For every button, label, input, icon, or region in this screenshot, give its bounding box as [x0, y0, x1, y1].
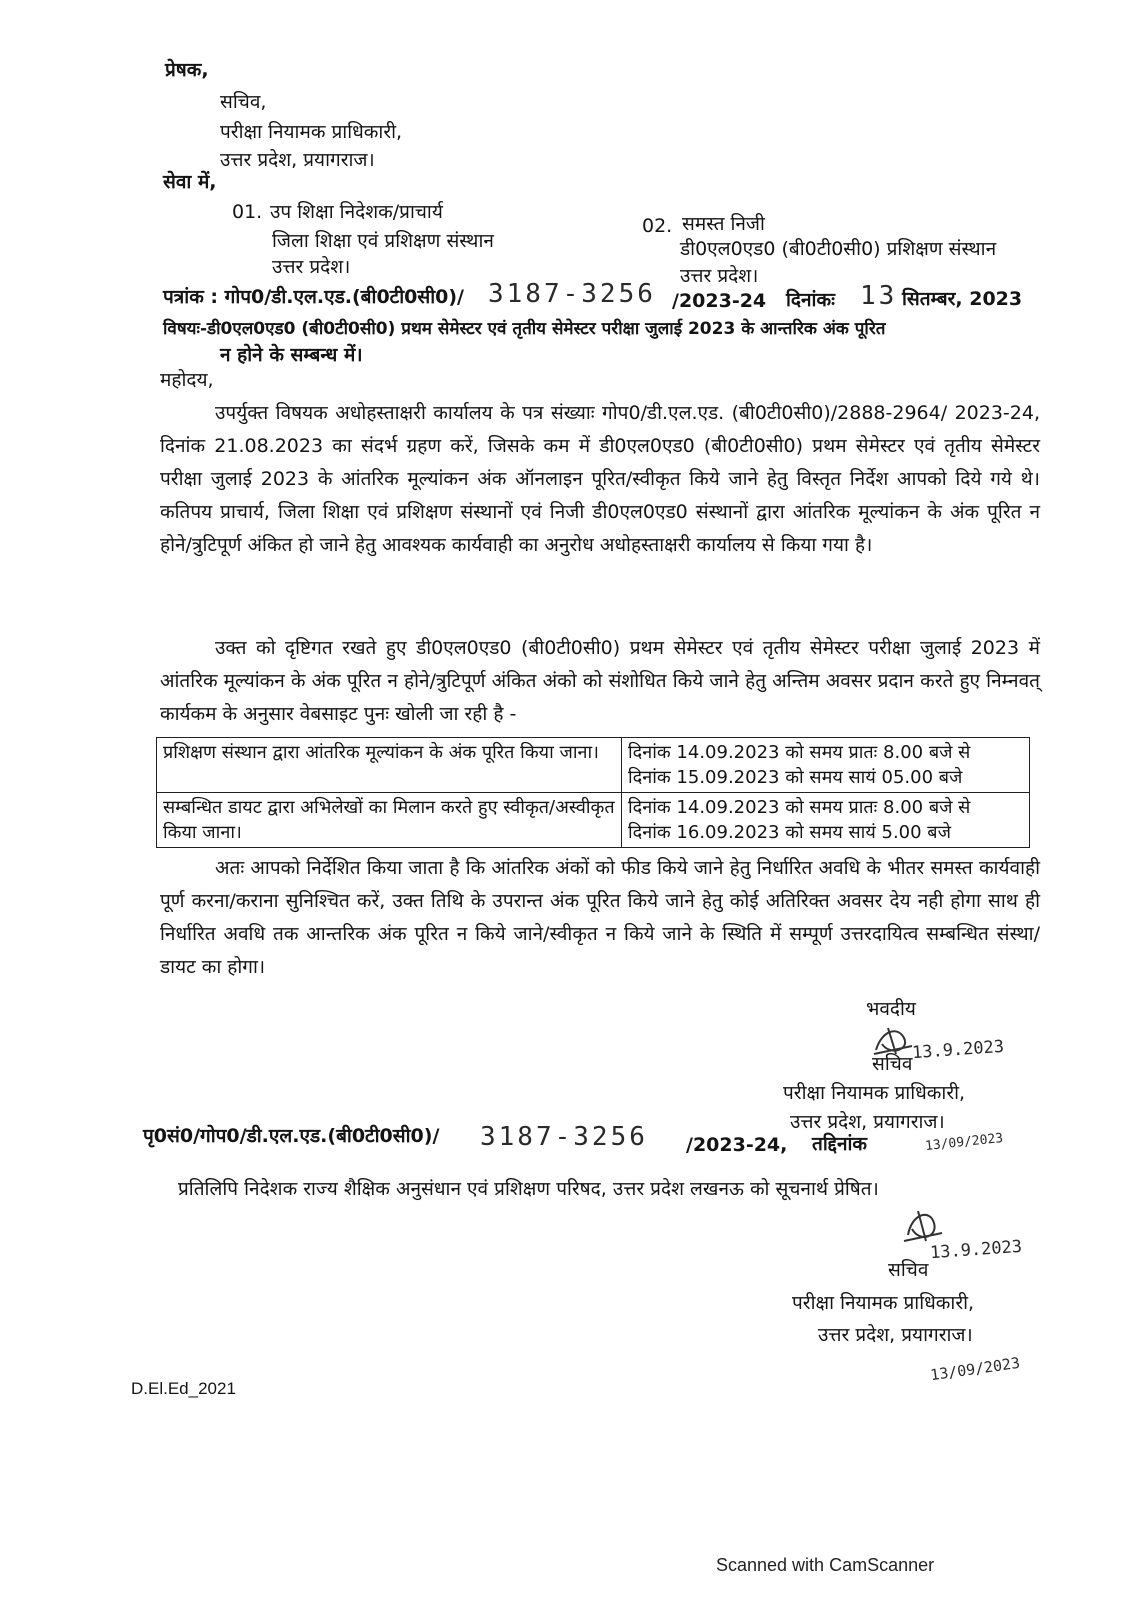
copy-line-1: परीक्षा नियामक प्राधिकारी,: [792, 1292, 975, 1314]
recipient-2-line-3: उत्तर प्रदेश।: [680, 265, 759, 287]
subject-line-2: न होने के सम्बन्ध में।: [220, 344, 363, 366]
footer-code: D.El.Ed_2021: [131, 1379, 236, 1398]
sender-line-1: सचिव,: [220, 91, 267, 113]
schedule-time-cell: [622, 738, 1030, 793]
schedule-task-cell: प्रशिक्षण संस्थान द्वारा आंतरिक मूल्यांकन के अंक पूरित किया जाना।: [157, 738, 622, 793]
recipient-1-line-3: उत्तर प्रदेश।: [272, 256, 351, 278]
subject-line-1: विषयः-डी0एल0एड0 (बी0टी0सी0) प्रथम सेमेस्टर एवं तृतीय सेमेस्टर परीक्षा जुलाई 2023 के आन्तरिक अंक पूरित: [163, 319, 886, 339]
recipient-1-line-1: उप शिक्षा निदेशक/प्राचार्य: [270, 201, 443, 223]
ref-prefix: पत्रांक : गोप0/डी.एल.एड.(बी0टी0सी0)/: [163, 286, 464, 308]
schedule-task-cell: सम्बन्धित डायट द्वारा अभिलेखों का मिलान करते हुए स्वीकृत/अस्वीकृत किया जाना।: [157, 793, 622, 848]
copy-stamp-date-2-handwritten: 13/09/2023: [929, 1353, 1022, 1385]
sender-line-2: परीक्षा नियामक प्राधिकारी,: [220, 121, 403, 143]
recipient-2-line-2: डी0एल0एड0 (बी0टी0सी0) प्रशिक्षण संस्थान: [680, 238, 997, 260]
schedule-table: [156, 737, 1030, 848]
copy-date-word: तद्दिनांक: [812, 1133, 868, 1155]
recipient-1-number: 01.: [232, 201, 263, 223]
recipient-2-line-1: समस्त निजी: [682, 213, 765, 235]
closing-line-1: परीक्षा नियामक प्राधिकारी,: [783, 1082, 966, 1104]
closing-sachiv: सचिव: [872, 1053, 913, 1075]
body-paragraph-1: [160, 397, 1040, 562]
copy-stamp-date-handwritten: 13/09/2023: [924, 1130, 1004, 1155]
body-paragraph-2: [160, 632, 1040, 731]
copy-year: /2023-24,: [686, 1134, 788, 1156]
ref-number-handwritten: 3187-3256: [488, 279, 656, 309]
schedule-from: दिनांक 14.09.2023 को समय प्रातः 8.00 बजे से: [628, 742, 971, 763]
recipient-2-number: 02.: [642, 215, 673, 237]
body-paragraph-3-text: अतः आपको निर्देशित किया जाता है कि आंतरिक अंकों को फीड किये जाने हेतु निर्धारित अवधि के भीतर समस्त कार्यवाही पूर्ण करना/कराना सुनिश्चित करें, उक्त तिथि के उपरान्त अंक पूरित किये जाने हेतु कोई अतिरिक्त अवसर देय नही होगा साथ ही निर्धारित अवधि तक आन्तरिक अंक पूरित न किये जाने/स्वीकृत न किये जाने के स्थिति में सम्पूर्ण उत्तरदायित्व सम्बन्धित संस्था/डायट का होगा।: [160, 857, 1040, 978]
table-row: [157, 793, 1030, 848]
body-paragraph-3: [160, 852, 1040, 984]
copy-line-2: उत्तर प्रदेश, प्रयागराज।: [818, 1324, 973, 1346]
schedule-to: दिनांक 15.09.2023 को समय सायं 05.00 बजे: [628, 767, 963, 788]
copy-text: प्रतिलिपि निदेशक राज्य शैक्षिक अनुसंधान एवं प्रशिक्षण परिषद, उत्तर प्रदेश लखनऊ को सूचनार्थ प्रेषित।: [178, 1178, 879, 1200]
closing-sign-date-handwritten: 13.9.2023: [911, 1036, 1005, 1064]
ref-date-label: दिनांकः: [786, 289, 835, 311]
ref-year: /2023-24: [672, 290, 767, 312]
salutation: महोदय,: [160, 369, 214, 391]
copy-sachiv: सचिव: [888, 1259, 929, 1281]
camscanner-watermark: Scanned with CamScanner: [716, 1555, 935, 1575]
to-label: सेवा में,: [163, 171, 217, 193]
copy-sign-date-handwritten: 13.9.2023: [929, 1236, 1023, 1264]
closing-yours: भवदीय: [866, 998, 916, 1020]
ref-date-day-handwritten: 13: [860, 281, 898, 311]
table-row: [157, 738, 1030, 793]
schedule-from: दिनांक 14.09.2023 को समय प्रातः 8.00 बजे से: [628, 797, 971, 818]
copy-number-handwritten: 3187-3256: [480, 1122, 648, 1152]
signature-mark-2: [900, 1205, 946, 1247]
schedule-time-cell: [622, 793, 1030, 848]
closing-line-2: उत्तर प्रदेश, प्रयागराज।: [790, 1111, 945, 1133]
schedule-to: दिनांक 16.09.2023 को समय सायं 5.00 बजे: [628, 822, 951, 843]
ref-date-rest: सितम्बर, 2023: [902, 288, 1023, 310]
sender-label: प्रेषक,: [165, 59, 209, 81]
recipient-1-line-2: जिला शिक्षा एवं प्रशिक्षण संस्थान: [272, 230, 494, 252]
body-paragraph-1-text: उपर्युक्त विषयक अधोहस्ताक्षरी कार्यालय के पत्र संख्याः गोप0/डी.एल.एड. (बी0टी0सी0)/2888-2964/ 2023-24, दिनांक 21.08.2023 का संदर्भ ग्रहण करें, जिसके कम में डी0एल0एड0 (बी0टी0सी0) प्रथम सेमेस्टर एवं तृतीय सेमेस्टर परीक्षा जुलाई 2023 के आंतरिक मूल्यांकन अंक ऑनलाइन पूरित/स्वीकृत किये जाने हेतु विस्तृत निर्देश आपको दिये गये थे। कतिपय प्राचार्य, जिला शिक्षा एवं प्रशिक्षण संस्थानों एवं निजी डी0एल0एड0 संस्थानों द्वारा आंतरिक मूल्यांकन के अंक पूरित न होने/त्रुटिपूर्ण अंकित हो जाने हेतु आवश्यक कार्यवाही का अनुरोध अधोहस्ताक्षरी कार्यालय से किया गया है।: [160, 402, 1040, 556]
copy-prefix: पृ0सं0/गोप0/डी.एल.एड.(बी0टी0सी0)/: [143, 1125, 440, 1147]
body-paragraph-2-text: उक्त को दृष्टिगत रखते हुए डी0एल0एड0 (बी0टी0सी0) प्रथम सेमेस्टर एवं तृतीय सेमेस्टर परीक्षा जुलाई 2023 में आंतरिक मूल्यांकन के अंक पूरित न होने/त्रुटिपूर्ण अंकित अंको को संशोधित किये जाने हेतु अन्तिम अवसर प्रदान करते हुए निम्नवत् कार्यकम के अनुसार वेबसाइट पुनः खोली जा रही है -: [160, 637, 1040, 725]
sender-line-3: उत्तर प्रदेश, प्रयागराज।: [220, 149, 375, 171]
